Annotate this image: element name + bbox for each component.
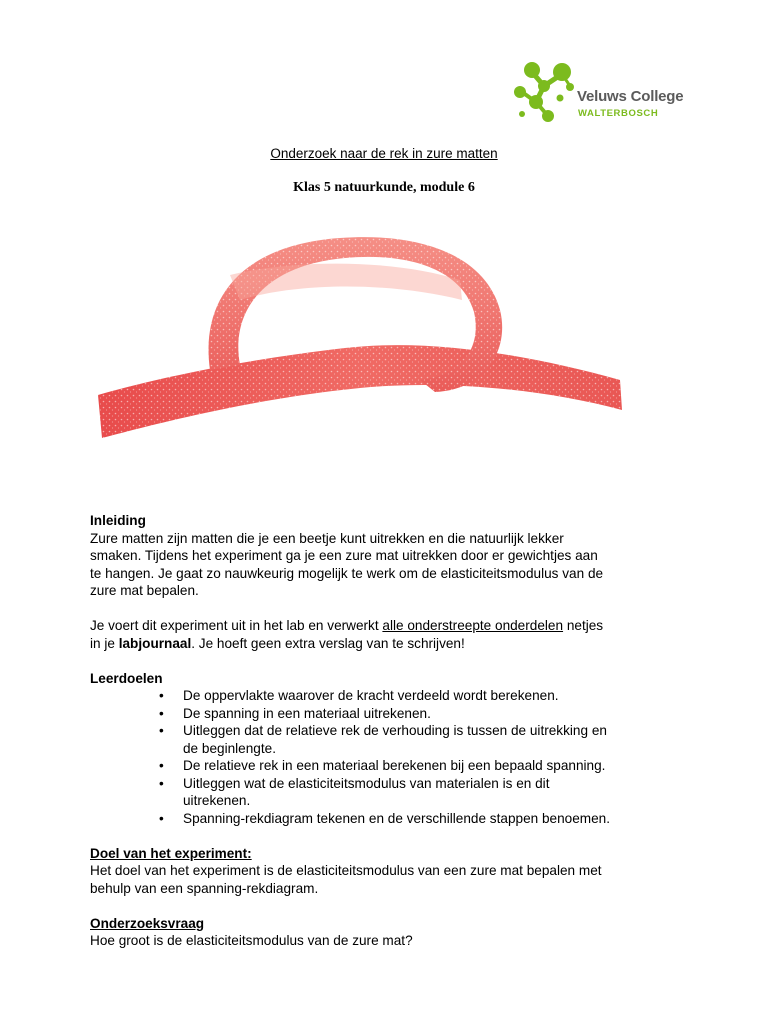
list-item: • De relatieve rek in een materiaal berekenen bij een bepaald spanning. [183,757,690,775]
onderzoeksvraag-heading: Onderzoeksvraag [90,915,205,931]
inleiding-line: smaken. Tijdens het experiment ga je een zure mat uitrekken door er gewichtjes aan [90,548,598,563]
document-body [90,512,690,950]
list-item: • Uitleggen wat de elasticiteitsmodulus van materialen is en dit uitrekenen. [183,775,690,810]
document-title: Onderzoek naar de rek in zure matten [270,146,498,161]
inleiding-line: zure mat bepalen. [90,583,199,598]
onderzoeksvraag-text: Hoe groot is de elasticiteitsmodulus van de zure mat? [90,933,413,948]
list-item: • Spanning-rekdiagram tekenen en de verschillende stappen benoemen. [183,810,690,828]
logo-school-name: Veluws College [577,88,684,105]
labjournaal-instruction: Je voert dit experiment uit in het lab en verwerkt alle onderstreepte onderdelen netjes [90,618,604,633]
list-item: • De spanning in een materiaal uitrekenen. [183,705,690,723]
inleiding-line: te hangen. Je gaat zo nauwkeurig mogelijk te werk om de elasticiteitsmodulus van de [90,565,604,581]
molecule-logo-icon [512,56,576,126]
inleiding-line: Zure matten zijn matten die je een beetje kunt uitrekken en die natuurlijk lekker [90,530,564,546]
school-logo [512,56,702,126]
sour-candy-strip-image [90,220,630,470]
labjournaal-instruction-cont: in je labjournaal. Je hoeft geen extra verslag van te schrijven! [90,635,465,651]
underlined-phrase: alle onderstreepte onderdelen [382,618,564,633]
list-item: • Uitleggen dat de relatieve rek de verhouding is tussen de uitrekking en de beginlengte. [183,722,690,757]
inleiding-heading: Inleiding [90,513,146,528]
leerdoelen-heading: Leerdoelen [90,670,163,686]
labjournaal-term: labjournaal [118,635,192,651]
document-subtitle: Klas 5 natuurkunde, module 6 [293,180,475,195]
doel-line: behulp van een spanning-rekdiagram. [90,880,319,896]
doel-heading: Doel van het experiment: [90,845,252,861]
leerdoelen-list [90,687,690,827]
logo-school-location: WALTERBOSCH [578,108,659,119]
list-item: • De oppervlakte waarover de kracht verdeeld wordt berekenen. [183,687,690,705]
doel-line: Het doel van het experiment is de elasticiteitsmodulus van een zure mat bepalen met [90,863,602,878]
